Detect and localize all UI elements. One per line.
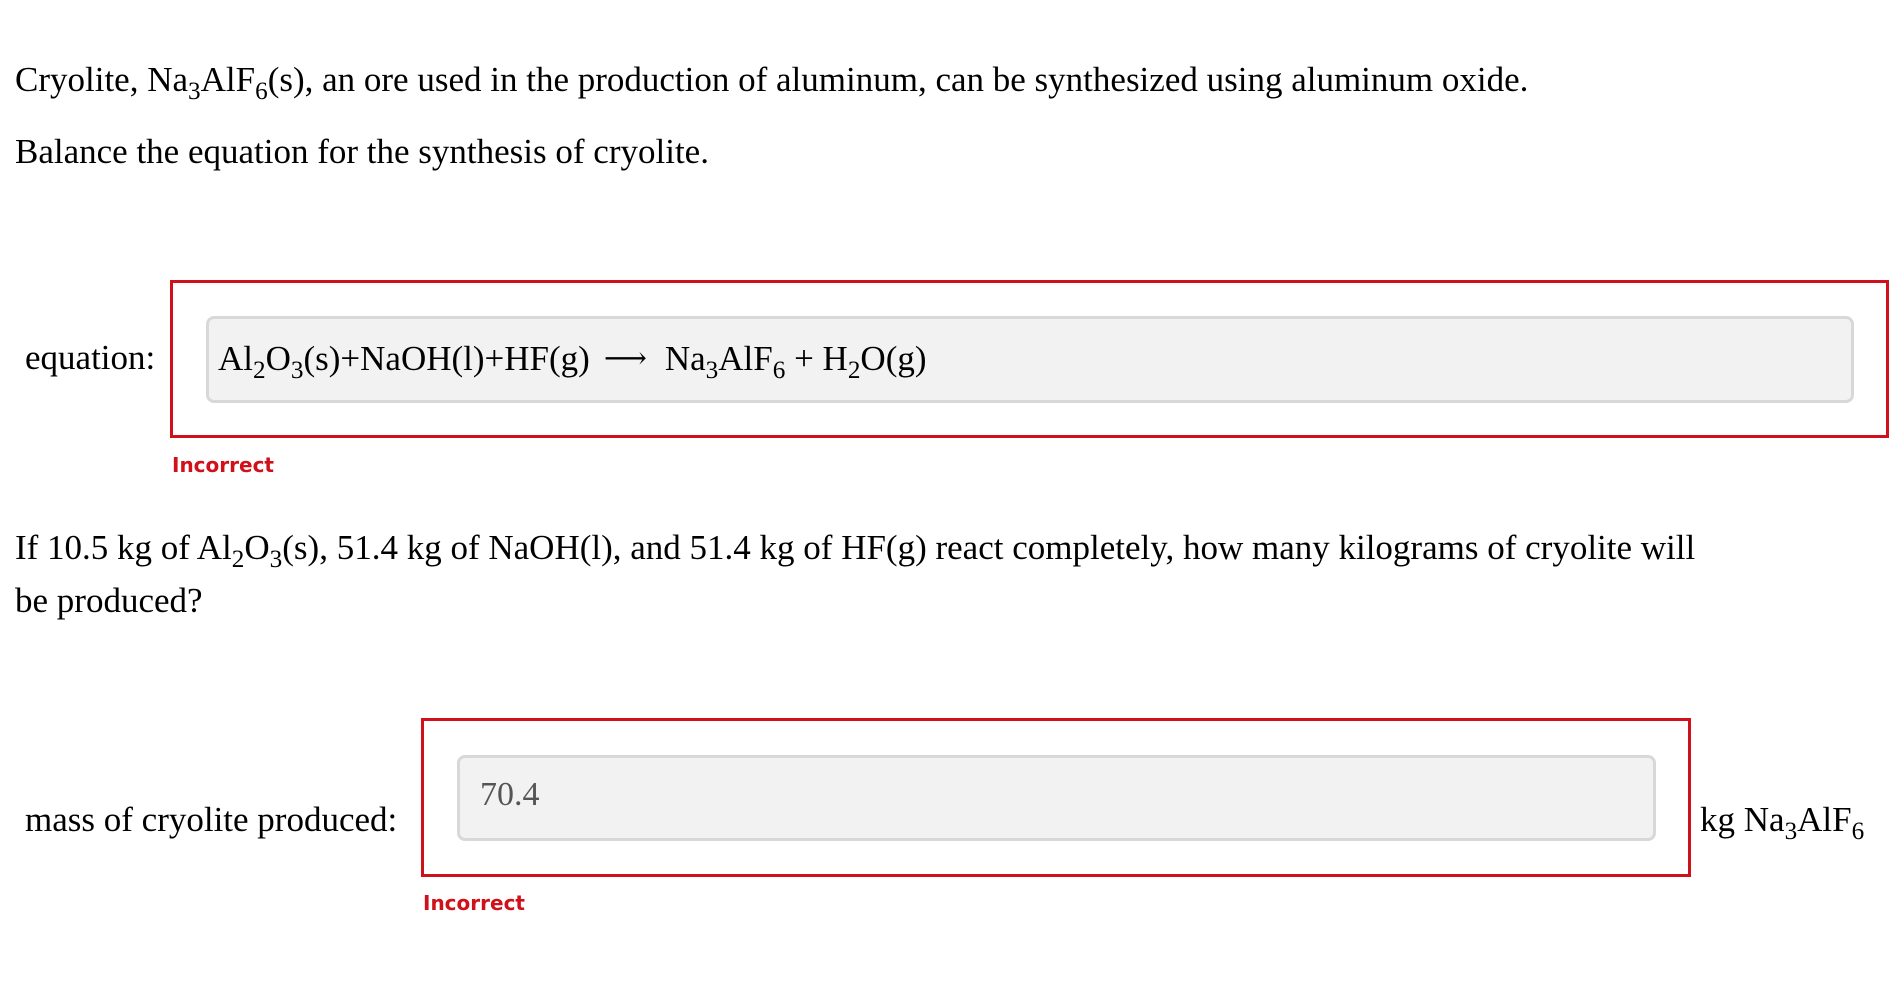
equation-field[interactable]: $Al_2O_3(s)+NaOH(l)+HF(g)$ ⟶ $Na_3AlF_6 + H_2O(g)$	[206, 316, 1854, 403]
question-line-1: If 10.5 kg of $Al_2O_3(s)$, 51.4 kg of NaOH(l), and 51.4 kg of HF(g) react completely, how many kilograms of cryolite will	[15, 528, 1696, 574]
mass-unit: kg $Na_3AlF_6$	[1700, 800, 1865, 846]
equation-status-badge: Incorrect	[172, 453, 274, 477]
instruction-text: Balance the equation for the synthesis of cryolite.	[15, 132, 709, 171]
equation-label: equation:	[25, 338, 156, 377]
mass-label: mass of cryolite produced:	[25, 800, 398, 839]
mass-input[interactable]: 70.4	[457, 755, 1656, 841]
intro-text: Cryolite, $Na_3AlF_6(s)$, an ore used in the production of aluminum, can be synthesized using aluminum oxide.	[15, 60, 1529, 106]
question-line-2: be produced?	[15, 581, 203, 620]
mass-status-badge: Incorrect	[423, 891, 525, 915]
reaction-arrow-icon: ⟶	[603, 342, 647, 375]
